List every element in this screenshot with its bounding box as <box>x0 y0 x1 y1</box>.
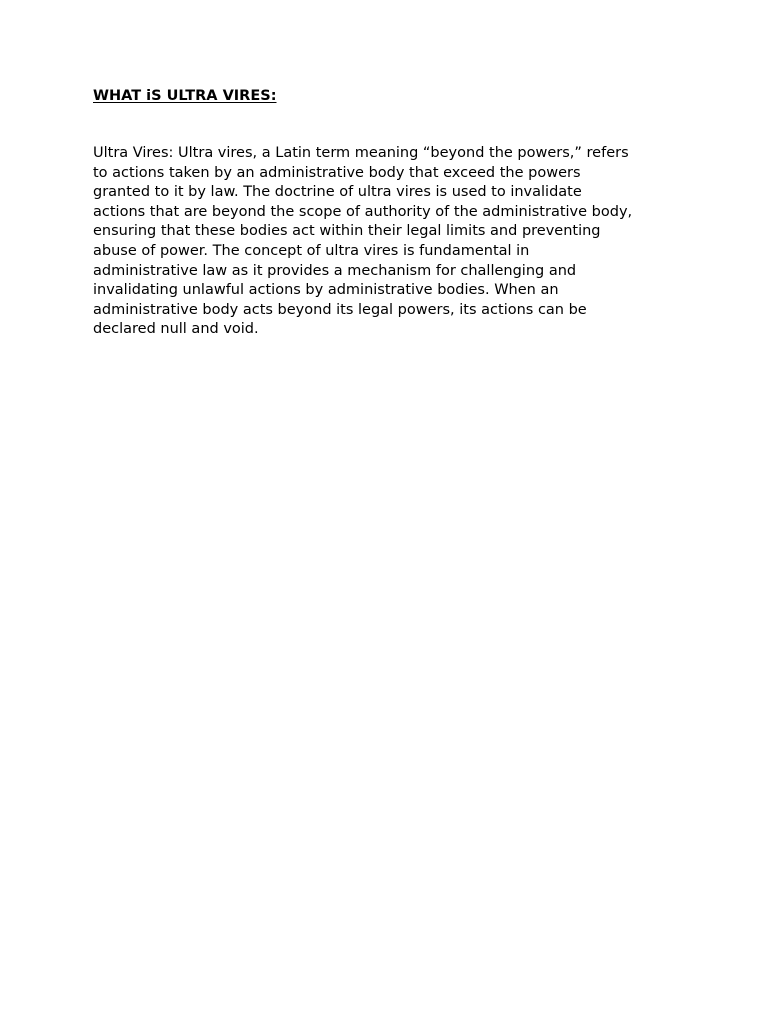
paragraph-line: ensuring that these bodies act within their legal limits and preventing <box>93 223 601 240</box>
paragraph-line: actions that are beyond the scope of authority of the administrative body, <box>93 203 633 220</box>
paragraph-line: abuse of power. The concept of ultra vires is fundamental in <box>93 242 530 259</box>
document-paragraph <box>93 144 673 340</box>
paragraph-line: administrative body acts beyond its legal powers, its actions can be <box>93 301 587 318</box>
paragraph-line: declared null and void. <box>93 321 259 338</box>
paragraph-line: Ultra Vires: Ultra vires, a Latin term meaning “beyond the powers,” refers <box>93 145 629 161</box>
document-heading: WHAT iS ULTRA VIRES: <box>93 88 277 104</box>
paragraph-line: granted to it by law. The doctrine of ultra vires is used to invalidate <box>93 184 582 201</box>
paragraph-line: invalidating unlawful actions by administrative bodies. When an <box>93 282 559 299</box>
paragraph-line: to actions taken by an administrative body that exceed the powers <box>93 164 581 181</box>
paragraph-line: administrative law as it provides a mechanism for challenging and <box>93 262 577 279</box>
